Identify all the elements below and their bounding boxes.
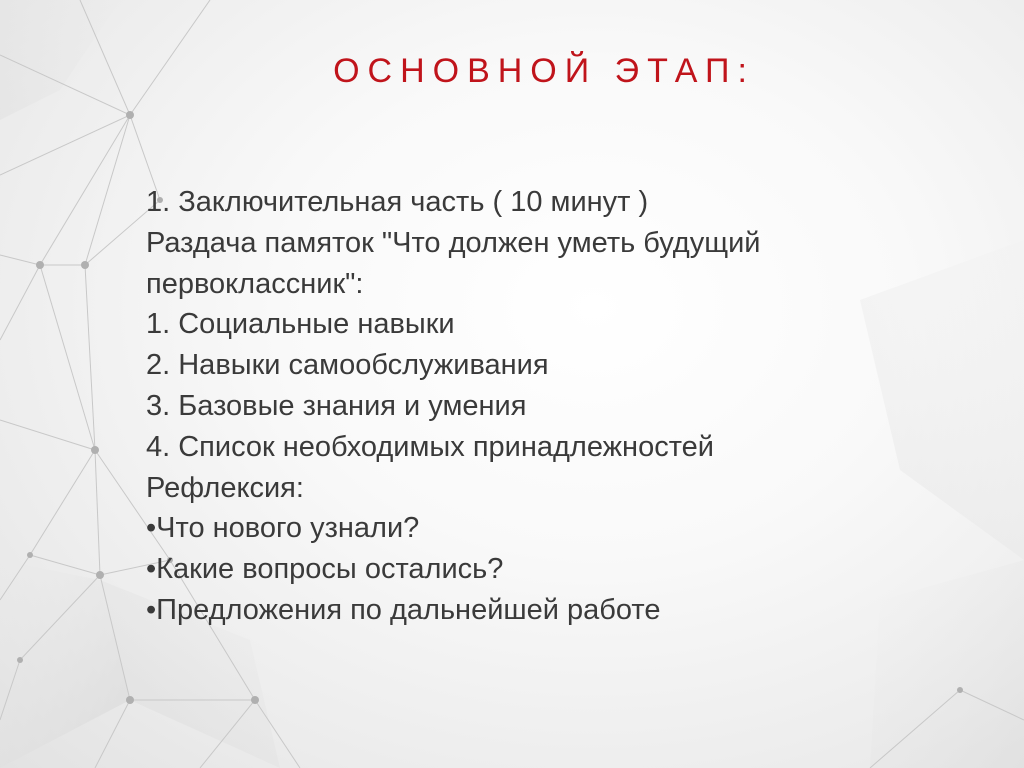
body-line-final-part: 1. Заключительная часть ( 10 минут )	[146, 186, 649, 218]
body-line-reflection: Рефлексия:	[146, 471, 304, 504]
body-line-handout: Раздача памяток "Что должен уметь будущий	[146, 226, 761, 259]
list-item-supplies: 4. Список необходимых принадлежностей	[146, 430, 714, 463]
bullet-item-what-learned: •Что нового узнали?	[146, 512, 420, 545]
bullet-item-questions: •Какие вопросы остались?	[146, 553, 504, 586]
body-line-handout-continued: первоклассник":	[146, 267, 364, 300]
list-item-self-care-skills: 2. Навыки самообслуживания	[146, 349, 549, 382]
slide-title: ОСНОВНОЙ ЭТАП:	[333, 52, 755, 90]
list-item-basic-knowledge: 3. Базовые знания и умения	[146, 389, 527, 422]
bullet-item-suggestions: •Предложения по дальнейшей работе	[146, 593, 661, 626]
list-item-social-skills: 1. Социальные навыки	[146, 308, 455, 341]
slide-body	[146, 182, 966, 631]
